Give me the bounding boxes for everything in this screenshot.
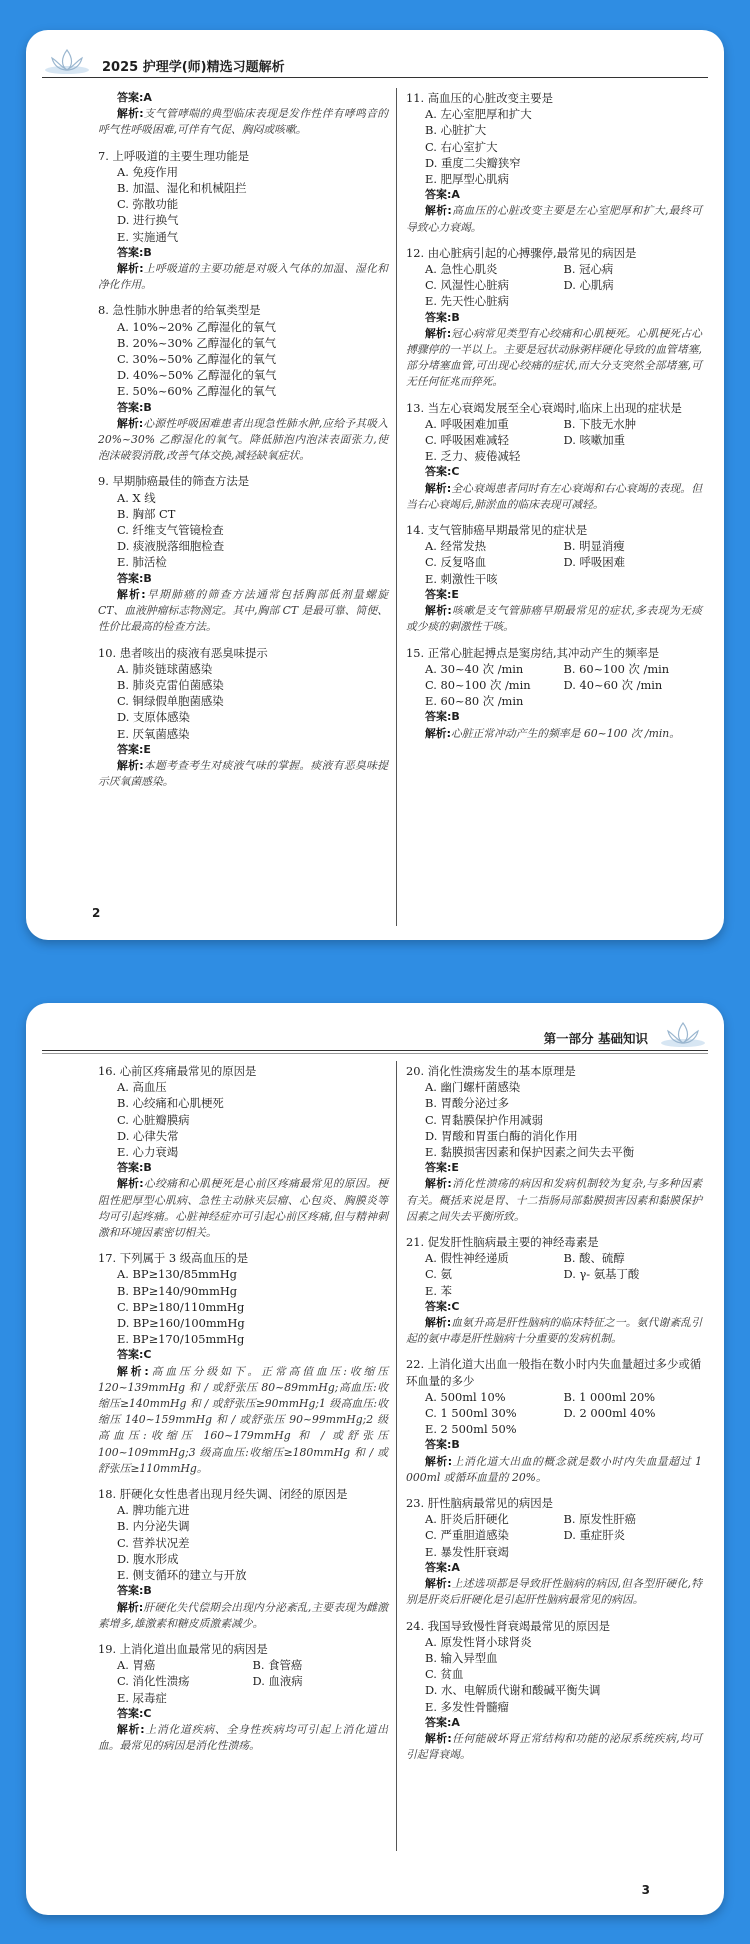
explanation: [98, 1722, 388, 1754]
answer-options-grid: [406, 538, 702, 587]
answer-option: E. 厌氧菌感染: [117, 726, 190, 741]
question-block: [406, 645, 702, 742]
question-stem: 23. 肝性脑病最常见的病因是: [406, 1496, 554, 1511]
explanation-text: 高血压的心脏改变主要是左心室肥厚和扩大,最终可导致心力衰竭。: [406, 204, 702, 234]
answer-label: 答案:A: [425, 188, 460, 202]
answer-option: A. 原发性肾小球肾炎: [425, 1634, 532, 1649]
explanation: [406, 1454, 702, 1486]
answer-option: B. BP≥140/90mmHg: [117, 1283, 238, 1298]
answer-label: 答案:E: [425, 1161, 459, 1175]
answer-option: B. 肺炎克雷伯菌感染: [117, 677, 224, 692]
explanation-label: 解析:: [425, 726, 451, 740]
answer-option: E. 肥厚型心肌病: [425, 172, 509, 187]
answer-option: A. 呼吸困难加重: [425, 416, 509, 431]
explanation-text: 高血压分级如下。正常高值血压:收缩压 120~139mmHg 和 / 或舒张压 80~89mmHg;高血压:收缩压≥140mmHg 和 / 或舒张压≥90mmHg;1 级高血压:收缩压 140~159mmHg 和 / 或舒张压 90~99mmHg;2 级高血压:收缩压 160~179mmHg 和 / 或舒张压 100~109mmHg;3 级高血压:收缩压≥180mmHg 和 / 或舒张压≥110mmHg。: [98, 1364, 388, 1475]
explanation-text: 本题考查考生对痰液气味的掌握。痰液有恶臭味提示厌氧菌感染。: [98, 758, 388, 789]
question-block: [406, 1356, 702, 1486]
answer-option: C. 1 500ml 30%: [425, 1406, 517, 1421]
explanation: [98, 261, 388, 293]
answer-label: 答案:B: [117, 1161, 152, 1175]
explanation-text: 上述选项都是导致肝性脑病的病因,但各型肝硬化,特别是肝炎后肝硬化是引起肝性脑病最常见的病因。: [406, 1577, 702, 1607]
column-divider: [396, 88, 397, 926]
lotus-logo-icon: [658, 1017, 708, 1049]
book-page-2: [26, 30, 724, 940]
page-header: [42, 44, 708, 78]
question-block: [406, 1063, 702, 1225]
explanation-text: 消化性溃疡的病因和发病机制较为复杂,与多种因素有关。概括来说是胃、十二指肠局部黏膜损害因素和黏膜保护因素之间失去平衡所致。: [406, 1177, 702, 1223]
question-stem: 15. 正常心脏起搏点是窦房结,其冲动产生的频率是: [406, 645, 660, 660]
answer-option: A. 胃癌: [117, 1658, 156, 1673]
answer-label: 答案:E: [425, 587, 459, 601]
answer-option: C. 弥散功能: [117, 197, 179, 212]
question-block: [406, 1618, 702, 1764]
answer-option: [253, 1690, 389, 1706]
answer-option: C. 胃黏膜保护作用减弱: [425, 1112, 544, 1127]
answer-option: C. 纤维支气管镜检查: [117, 523, 224, 538]
answer-option: C. 风湿性心脏病: [425, 278, 509, 293]
explanation: [98, 1364, 388, 1477]
answer-option: C. 30%~50% 乙醇湿化的氧气: [117, 352, 277, 367]
explanation: [98, 106, 388, 138]
right-column: [406, 90, 702, 742]
answer-option: B. 输入异型血: [425, 1650, 498, 1665]
explanation-label: 解析:: [425, 204, 452, 218]
answer-option: A. 左心室肥厚和扩大: [425, 107, 532, 122]
header-rule: [42, 1050, 708, 1051]
answer-option: E. 心力衰竭: [117, 1145, 179, 1160]
question-stem: 18. 肝硬化女性患者出现月经失调、闭经的原因是: [98, 1487, 348, 1502]
answer-option: E. 刺激性干咳: [425, 571, 498, 586]
left-column: [98, 90, 388, 790]
answer-option: A. 脾功能亢进: [117, 1503, 190, 1518]
explanation-label: 解析:: [425, 481, 452, 495]
answer-label: 答案:B: [117, 571, 152, 585]
answer-option: C. 消化性溃疡: [117, 1674, 190, 1689]
answer-option: E. 黏膜损害因素和保护因素之间失去平衡: [425, 1145, 635, 1160]
answer-option: B. 20%~30% 乙醇湿化的氧气: [117, 335, 277, 350]
header-title: 2025 护理学(师)精选习题解析: [102, 60, 285, 75]
answer-option: A. 急性心肌炎: [425, 262, 498, 277]
explanation-label: 解析:: [117, 758, 144, 772]
answer-label: 答案:A: [425, 1560, 460, 1574]
question-block: [98, 1486, 388, 1632]
answer-label: 答案:B: [117, 400, 152, 414]
answer-option: [564, 293, 703, 309]
answer-option: D. 40~60 次 /min: [563, 677, 663, 692]
answer-label: 答案:C: [425, 465, 460, 479]
answer-option: D. 水、电解质代谢和酸碱平衡失调: [425, 1683, 601, 1698]
answer-option: C. 80~100 次 /min: [425, 677, 531, 692]
answer-option: B. 原发性肝癌: [563, 1512, 637, 1527]
answer-option: B. 60~100 次 /min: [563, 661, 670, 676]
explanation-text: 心脏正常冲动产生的频率是 60~100 次 /min。: [450, 726, 681, 740]
answer-option: A. 假性神经递质: [425, 1251, 509, 1266]
answer-option: D. 40%~50% 乙醇湿化的氧气: [117, 368, 277, 383]
answer-option: D. 心肌病: [563, 278, 614, 293]
answer-option: D. 血液病: [252, 1674, 303, 1689]
explanation-label: 解析:: [117, 107, 144, 121]
answer-option: B. 心绞痛和心肌梗死: [117, 1096, 224, 1111]
answer-option: E. 暴发性肝衰竭: [425, 1544, 509, 1559]
answer-label: 答案:A: [117, 91, 152, 104]
answer-options-grid: [406, 261, 702, 310]
question-stem: 21. 促发肝性脑病最主要的神经毒素是: [406, 1235, 599, 1250]
explanation: [98, 416, 388, 465]
answer-option: A. 30~40 次 /min: [425, 661, 524, 676]
explanation-label: 解析:: [425, 1731, 452, 1745]
answer-option: E. 先天性心脏病: [425, 294, 509, 309]
explanation-label: 解析:: [117, 1177, 144, 1191]
answer-label: 答案:B: [425, 310, 460, 324]
answer-option: D. 心律失常: [117, 1128, 179, 1143]
answer-option: B. 内分泌失调: [117, 1519, 190, 1534]
answer-option: [564, 693, 703, 709]
answer-options-grid: [98, 1657, 388, 1706]
answer-label: 答案:B: [117, 245, 152, 259]
question-block: [406, 245, 702, 391]
question-stem: 10. 患者咳出的痰液有恶臭味提示: [98, 645, 268, 660]
answer-option: E. 多发性骨髓瘤: [425, 1699, 509, 1714]
question-block: [98, 473, 388, 635]
explanation-text: 上消化道大出血的概念就是数小时内失血量超过 1 000ml 或循环血量的 20%。: [406, 1454, 702, 1484]
explanation-label: 解析:: [425, 1577, 452, 1591]
question-stem: 13. 当左心衰竭发展至全心衰竭时,临床上出现的症状是: [406, 400, 682, 415]
answer-option: C. 贫血: [425, 1667, 464, 1682]
answer-label: 答案:C: [117, 1348, 152, 1362]
explanation-text: 心源性呼吸困难患者出现急性肺水肿,应给予其吸入 20%~30% 乙醇湿化的氧气。降低肺泡内泡沫表面张力,使泡沫破裂消散,改善气体交换,减轻缺氧症状。: [98, 416, 388, 463]
answer-option: [564, 571, 703, 587]
answer-option: B. 胃酸分泌过多: [425, 1096, 509, 1111]
answer-option: E. BP≥170/105mmHg: [117, 1332, 245, 1347]
explanation: [98, 587, 388, 636]
page-number: 2: [92, 906, 101, 920]
answer-option: D. 进行换气: [117, 213, 179, 228]
answer-option: E. 尿毒症: [117, 1690, 167, 1705]
header-title: 第一部分 基础知识: [543, 1031, 648, 1046]
answer-option: B. 心脏扩大: [425, 123, 487, 138]
question-stem: 14. 支气管肺癌早期最常见的症状是: [406, 523, 588, 538]
header-rule-thin: [42, 1053, 708, 1054]
question-block: [98, 645, 388, 791]
answer-label: 答案:B: [425, 710, 460, 724]
answer-option: A. X 线: [117, 490, 156, 505]
question-stem: 16. 心前区疼痛最常见的原因是: [98, 1064, 257, 1078]
answer-option: [564, 1421, 703, 1437]
explanation-text: 全心衰竭患者同时有左心衰竭和右心衰竭的表现。但当右心衰竭后,肺淤血的临床表现可减轻。: [406, 481, 702, 511]
explanation-label: 解析:: [117, 1600, 144, 1614]
answer-option: B. 胸部 CT: [117, 506, 176, 521]
page-number: 3: [641, 1883, 650, 1897]
question-stem: 8. 急性肺水肿患者的给氧类型是: [98, 303, 261, 318]
answer-label: 答案:C: [425, 1299, 460, 1313]
explanation: [406, 326, 702, 391]
answer-option: A. 肝炎后肝硬化: [425, 1512, 509, 1527]
explanation-label: 解析:: [117, 262, 144, 276]
answer-option: A. 500ml 10%: [425, 1389, 506, 1404]
answer-option: D. γ- 氨基丁酸: [563, 1267, 640, 1282]
explanation: [406, 603, 702, 635]
explanation-text: 上呼吸道的主要功能是对吸入气体的加温、湿化和净化作用。: [98, 262, 388, 292]
answer-option: B. 明显消瘦: [563, 539, 625, 554]
answer-option: A. 10%~20% 乙醇湿化的氧气: [117, 319, 277, 334]
answer-option: C. 铜绿假单胞菌感染: [117, 694, 224, 709]
question-block: [98, 1250, 388, 1477]
answer-option: C. 右心室扩大: [425, 139, 498, 154]
answer-label: 答案:C: [117, 1706, 152, 1720]
answer-option: E. 50%~60% 乙醇湿化的氧气: [117, 384, 277, 399]
question-stem: 19. 上消化道出血最常见的病因是: [98, 1641, 268, 1656]
answer-option: E. 苯: [425, 1283, 452, 1298]
answer-option: C. 严重胆道感染: [425, 1528, 509, 1543]
answer-option: A. 经常发热: [425, 539, 487, 554]
answer-option: C. 营养状况差: [117, 1535, 190, 1550]
question-block: [406, 522, 702, 635]
explanation-text: 血氨升高是肝性脑病的临床特征之一。氨代谢紊乱引起的氨中毒是肝性脑病十分重要的发病机制。: [406, 1316, 702, 1346]
question-block: [98, 148, 388, 294]
answer-option: B. 1 000ml 20%: [563, 1389, 656, 1404]
explanation-label: 解析:: [117, 416, 144, 430]
explanation: [406, 203, 702, 235]
answer-option: D. 腹水形成: [117, 1551, 179, 1566]
answer-option: C. 反复咯血: [425, 555, 487, 570]
answer-option: C. 呼吸困难减轻: [425, 433, 509, 448]
answer-option: E. 60~80 次 /min: [425, 694, 524, 709]
answer-options-grid: [406, 1250, 702, 1299]
explanation-label: 解析:: [425, 604, 452, 618]
answer-option: A. BP≥130/85mmHg: [117, 1267, 237, 1282]
answer-option: E. 实施通气: [117, 229, 179, 244]
answer-options-grid: [406, 1389, 702, 1438]
explanation: [406, 1731, 702, 1763]
answer-option: D. 重度二尖瓣狭窄: [425, 155, 521, 170]
answer-option: D. 2 000ml 40%: [563, 1406, 656, 1421]
explanation-text: 咳嗽是支气管肺癌早期最常见的症状,多表现为无痰或少痰的刺激性干咳。: [406, 604, 702, 634]
explanation-label: 解析:: [425, 326, 452, 340]
explanation-text: 肝硬化失代偿期会出现内分泌紊乱,主要表现为雌激素增多,雄激素和糖皮质激素减少。: [98, 1600, 388, 1630]
answer-option: A. 免疫作用: [117, 164, 179, 179]
answer-option: E. 乏力、疲倦减轻: [425, 449, 521, 464]
answer-label: 答案:B: [425, 1438, 460, 1452]
explanation: [406, 1176, 702, 1225]
explanation: [406, 481, 702, 513]
left-column: [98, 1063, 388, 1754]
answer-option: [564, 1544, 703, 1560]
question-block: [406, 1495, 702, 1608]
explanation-text: 早期肺癌的筛查方法通常包括胸部低剂量螺旋 CT、血液肿瘤标志物测定。其中,胸部 CT 是最可靠、简便、性价比最高的检查方法。: [98, 587, 388, 634]
answer-option: E. 侧支循环的建立与开放: [117, 1568, 247, 1583]
question-block: [406, 400, 702, 513]
answer-option: E. 2 500ml 50%: [425, 1422, 517, 1437]
answer-option: A. 高血压: [117, 1080, 167, 1095]
question-stem: 22. 上消化道大出血一般指在数小时内失血量超过多少或循环血量的多少: [406, 1357, 702, 1388]
explanation-text: 心绞痛和心肌梗死是心前区疼痛最常见的原因。梗阻性肥厚型心肌病、急性主动脉夹层瘤、心包炎、胸膜炎等均可引起疼痛。心脏神经症亦可引起心前区疼痛,但与精神刺激和环境因素密切相关。: [98, 1177, 388, 1240]
header-rule: [42, 77, 708, 78]
explanation: [406, 1315, 702, 1347]
answer-option: D. 呼吸困难: [563, 555, 626, 570]
explanation: [98, 758, 388, 790]
lotus-logo-icon: [42, 44, 92, 76]
question-stem: 24. 我国导致慢性肾衰竭最常见的原因是: [406, 1618, 610, 1633]
explanation: [406, 1576, 702, 1608]
answer-option: E. 肺活检: [117, 555, 167, 570]
explanation: [98, 1600, 388, 1632]
answer-option: D. 咳嗽加重: [563, 433, 626, 448]
answer-option: D. BP≥160/100mmHg: [117, 1316, 245, 1331]
answer-options-grid: [406, 661, 702, 710]
answer-option: D. 胃酸和胃蛋白酶的消化作用: [425, 1128, 578, 1143]
question-stem: 20. 消化性溃疡发生的基本原理是: [406, 1064, 576, 1078]
answer-option: [564, 1283, 703, 1299]
question-stem: 7. 上呼吸道的主要生理功能是: [98, 148, 250, 163]
answer-option: D. 痰液脱落细胞检查: [117, 539, 225, 554]
book-page-3: [26, 1003, 724, 1915]
question-stem: 17. 下列属于 3 级高血压的是: [98, 1251, 249, 1266]
question-stem: 12. 由心脏病引起的心搏骤停,最常见的病因是: [406, 245, 637, 260]
right-column: [406, 1063, 702, 1763]
question-block: [98, 302, 388, 464]
answer-option: B. 下肢无水肿: [563, 416, 637, 431]
answer-options-grid: [406, 1511, 702, 1560]
explanation-text: 任何能破坏肾正常结构和功能的泌尿系统疾病,均可引起肾衰竭。: [406, 1731, 702, 1762]
question-block: [98, 90, 388, 139]
question-block: [98, 1063, 388, 1241]
question-stem: 11. 高血压的心脏改变主要是: [406, 91, 554, 105]
explanation-text: 支气管哮喘的典型临床表现是发作性伴有哮鸣音的呼气性呼吸困难,可伴有气促、胸闷或咳嗽。: [98, 107, 388, 137]
answer-label: 答案:B: [117, 1584, 152, 1598]
page-header: [42, 1017, 708, 1051]
explanation: [98, 1176, 388, 1241]
column-divider: [396, 1061, 397, 1851]
answer-option: C. 氨: [425, 1267, 452, 1282]
question-block: [98, 1641, 388, 1754]
question-block: [406, 1234, 702, 1347]
answer-option: A. 幽门螺杆菌感染: [425, 1080, 521, 1095]
answer-option: B. 酸、硫醇: [563, 1251, 625, 1266]
explanation-label: 解析:: [117, 587, 146, 601]
explanation-label: 解析:: [425, 1454, 453, 1468]
explanation-text: 上消化道疾病、全身性疾病均可引起上消化道出血。最常见的病因是消化性溃疡。: [98, 1722, 388, 1753]
question-block: [406, 90, 702, 236]
answer-option: A. 肺炎链球菌感染: [117, 661, 213, 676]
answer-option: D. 支原体感染: [117, 710, 190, 725]
explanation-label: 解析:: [425, 1177, 452, 1191]
explanation-label: 解析:: [117, 1722, 145, 1736]
answer-option: C. BP≥180/110mmHg: [117, 1299, 245, 1314]
explanation-text: 冠心病常见类型有心绞痛和心肌梗死。心肌梗死占心搏骤停的一半以上。主要是冠状动脉粥样硬化导致的血管堵塞,部分堵塞血管,可出现心绞痛的症状,而大分支突然全部堵塞,可无任何征兆而猝死。: [406, 326, 702, 389]
answer-option: B. 食管癌: [252, 1658, 303, 1673]
answer-label: 答案:E: [117, 742, 151, 756]
question-stem: 9. 早期肺癌最佳的筛查方法是: [98, 474, 250, 489]
answer-option: [564, 448, 703, 464]
answer-label: 答案:A: [425, 1715, 460, 1729]
answer-option: C. 心脏瓣膜病: [117, 1112, 190, 1127]
answer-option: B. 冠心病: [563, 262, 614, 277]
explanation: [406, 726, 702, 742]
explanation-label: 解析:: [117, 1364, 149, 1378]
answer-option: D. 重症肝炎: [563, 1528, 626, 1543]
answer-options-grid: [406, 416, 702, 465]
answer-option: B. 加温、湿化和机械阻拦: [117, 181, 247, 196]
explanation-label: 解析:: [425, 1316, 452, 1330]
